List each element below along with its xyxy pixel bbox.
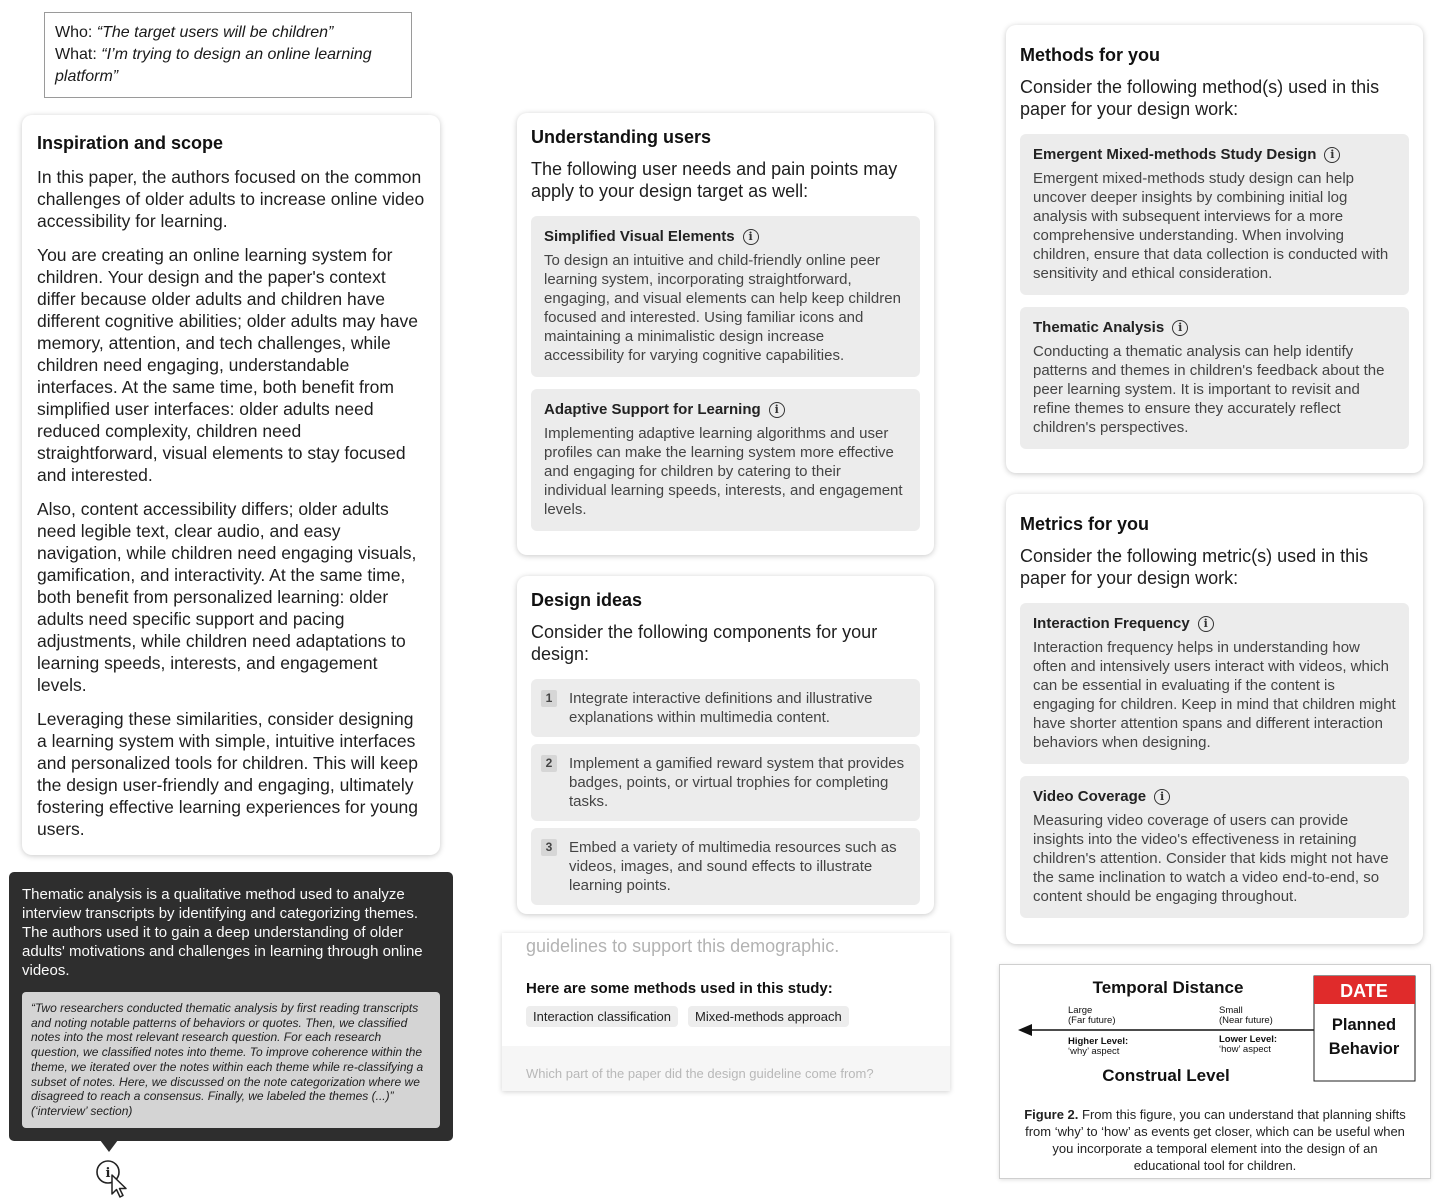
- query-box: [44, 12, 412, 98]
- what-line: What: “I’m trying to design an online learning platform”: [55, 46, 372, 85]
- svg-text:i: i: [105, 1166, 111, 1181]
- who-value: “The target users will be children”: [96, 24, 334, 41]
- figure-caption-label: Figure 2.: [1024, 1107, 1079, 1122]
- inspiration-title: Inspiration and scope: [37, 133, 224, 153]
- study-methods-panel: [502, 933, 950, 1091]
- pointer-cursor-icon[interactable]: [95, 1158, 131, 1198]
- info-icon[interactable]: i: [1198, 616, 1214, 632]
- understanding-title: Understanding users: [531, 127, 712, 147]
- metrics-title: Metrics for you: [1020, 514, 1150, 534]
- design-ideas-card: [517, 576, 934, 914]
- method-chips: [526, 1006, 849, 1027]
- design-idea-item: [531, 679, 920, 737]
- method-title: Emergent Mixed-methods Study Design: [1033, 146, 1317, 163]
- figure-caption-text: From this figure, you can understand that planning shifts from ‘why’ to ‘how’ as events get closer, which can be useful when you incorporate a temporal element into the design of an educational tool for children.: [1025, 1107, 1406, 1173]
- who-label: Who: [55, 24, 88, 41]
- user-need-item: [531, 389, 920, 531]
- timeline-arrow-head: [1018, 1024, 1032, 1036]
- method-body: Conducting a thematic analysis can help identify patterns and themes in children's feedback about the peer learning system. It is important to revisit and refine themes to ensure they accurately reflect children's perspectives.: [1033, 343, 1385, 436]
- why-aspect-label: ‘why’ aspect: [1068, 1046, 1120, 1057]
- metric-item: [1020, 776, 1409, 918]
- idea-number: 1: [541, 690, 557, 707]
- inspiration-card: [22, 115, 440, 855]
- lower-level-label: Lower Level:: [1219, 1034, 1278, 1045]
- inspiration-paragraph-2: You are creating an online learning system for children. Your design and the paper's context differ because older adults and children have different cognitive abilities; older adults may have memory, attention, and tech challenges, while children need engaging, understandable interfaces. At the same time, both benefit from simplified user interfaces: older adults need reduced complexity, children need straightforward, visual elements to stay focused and interested.: [37, 245, 419, 485]
- info-icon[interactable]: i: [743, 229, 759, 245]
- methods-title: Methods for you: [1020, 45, 1160, 65]
- construal-level-title: Construal Level: [1102, 1066, 1230, 1085]
- user-need-title: Simplified Visual Elements: [544, 228, 735, 245]
- info-icon[interactable]: i: [1172, 320, 1188, 336]
- info-icon[interactable]: i: [1154, 789, 1170, 805]
- tooltip-main-text: Thematic analysis is a qualitative method used to analyze interview transcripts by identifying and categorizing themes. The authors used it to gain a deep understanding of older adults' motivations and challenges in learning through online videos.: [22, 886, 423, 979]
- idea-text: Implement a gamified reward system that provides badges, points, or virtual trophies for completing tasks.: [569, 755, 905, 810]
- near-future-label: (Near future): [1219, 1015, 1273, 1026]
- higher-level-label: Higher Level:: [1068, 1036, 1129, 1047]
- source-question[interactable]: Which part of the paper did the design guideline come from?: [502, 1046, 950, 1091]
- figure-caption: [1020, 1106, 1410, 1174]
- construal-diagram: [1000, 965, 1432, 1105]
- metric-item: [1020, 603, 1409, 764]
- faded-guideline-text: guidelines to support this demographic.: [526, 936, 840, 956]
- design-ideas-intro: Consider the following components for your design:: [531, 622, 878, 664]
- inspiration-paragraph-3: Also, content accessibility differs; older adults need legible text, clear audio, and easy navigation, while children need engaging visuals, gamification, and interactivity. At the same time, both benefit from personalized learning: older adults need specific support and pacing adjustments, while children need adaptations to learning speeds, interests, and engagement levels.: [37, 499, 417, 695]
- idea-text: Embed a variety of multimedia resources such as videos, images, and sound effects to illustrate learning points.: [569, 839, 897, 894]
- what-value: “I’m trying to design an online learning platform”: [55, 46, 372, 85]
- behavior-label: Behavior: [1328, 1040, 1400, 1058]
- temporal-distance-title: Temporal Distance: [1092, 978, 1244, 997]
- planned-label: Planned: [1331, 1016, 1397, 1034]
- method-chip[interactable]: Mixed-methods approach: [688, 1006, 849, 1027]
- who-line: Who: “The target users will be children”: [55, 24, 334, 41]
- methods-intro: Consider the following method(s) used in this paper for your design work:: [1020, 77, 1380, 119]
- method-title: Thematic Analysis: [1033, 319, 1165, 336]
- user-need-body: To design an intuitive and child-friendly online peer learning system, incorporating straightforward, engaging, and visual elements can help keep children focused and interested. Using familiar icons and maintaining a minimalistic design increase accessibility for varying cognitive capabilities.: [544, 252, 901, 364]
- metric-title: Interaction Frequency: [1033, 615, 1190, 632]
- metric-title: Video Coverage: [1033, 788, 1147, 805]
- info-icon[interactable]: i: [769, 402, 785, 418]
- method-body: Emergent mixed-methods study design can help uncover deeper insights by combining initial log analysis with subsequent interviews for a more comprehensive understanding. When involving children, ensure that data collection is conducted with sensitivity and ethical consideration.: [1033, 170, 1389, 282]
- idea-text: Integrate interactive definitions and illustrative explanations within multimedia content.: [569, 690, 873, 726]
- understanding-intro: The following user needs and pain points may apply to your design target as well:: [531, 159, 898, 201]
- info-icon[interactable]: i: [1324, 147, 1340, 163]
- thematic-analysis-tooltip: [9, 872, 453, 1141]
- method-chip[interactable]: Interaction classification: [526, 1006, 678, 1027]
- small-label: Small: [1219, 1005, 1243, 1016]
- design-idea-item: [531, 828, 920, 905]
- metric-body: Measuring video coverage of users can provide insights into the video's effectiveness in retaining children's attention. Consider that kids might not have the same inclination to watch a video end-to-end, so content should be engaging throughout.: [1033, 812, 1389, 905]
- inspiration-paragraph-1: In this paper, the authors focused on the common challenges of older adults to increase online video accessibility for learning.: [37, 167, 425, 231]
- idea-number: 2: [541, 755, 557, 772]
- methods-card: [1006, 25, 1423, 473]
- how-aspect-label: ‘how’ aspect: [1219, 1044, 1271, 1055]
- large-label: Large: [1068, 1005, 1093, 1016]
- user-need-item: [531, 216, 920, 377]
- what-label: What: [55, 46, 93, 63]
- understanding-users-card: [517, 113, 934, 555]
- methods-used-label: Here are some methods used in this study:: [526, 980, 833, 997]
- idea-number: 3: [541, 839, 557, 856]
- metrics-card: [1006, 494, 1423, 944]
- method-item: [1020, 134, 1409, 295]
- metric-body: Interaction frequency helps in understanding how often and intensively users interact with videos, which can be essential in evaluating if the content is engaging for children. Keep in mind that children might have shorter attention spans and different interaction behaviors when designing.: [1033, 639, 1396, 751]
- tooltip-quote: “Two researchers conducted thematic analysis by first reading transcripts and noting notable patterns of behaviors or quotes. Then, we classified notes into the most relevant research question. For each research question, we classified notes into theme. To improve coherence within the theme, we iterated over the notes within each theme while re-classifying a subset of notes. Here, we discussed on the note categorization where we disagreed to reach a consensus. Finally, we labeled the themes (...)” (‘interview’ section): [22, 992, 440, 1128]
- user-need-body: Implementing adaptive learning algorithms and user profiles can make the learning system more effective and engaging for children by catering to their individual learning speeds, interests, and engagement levels.: [544, 425, 903, 518]
- design-ideas-title: Design ideas: [531, 590, 643, 610]
- tooltip-arrow: [100, 1140, 118, 1152]
- date-label: DATE: [1340, 981, 1388, 1001]
- method-item: [1020, 307, 1409, 449]
- user-need-title: Adaptive Support for Learning: [544, 401, 761, 418]
- inspiration-paragraph-4: Leveraging these similarities, consider designing a learning system with simple, intuitive interfaces and personalized tools for children. This will keep the design user-friendly and engaging, ultimately fostering effective learning experiences for young users.: [37, 709, 419, 839]
- figure-2: [999, 964, 1431, 1179]
- metrics-intro: Consider the following metric(s) used in this paper for your design work:: [1020, 546, 1369, 588]
- far-future-label: (Far future): [1068, 1015, 1116, 1026]
- design-idea-item: [531, 744, 920, 821]
